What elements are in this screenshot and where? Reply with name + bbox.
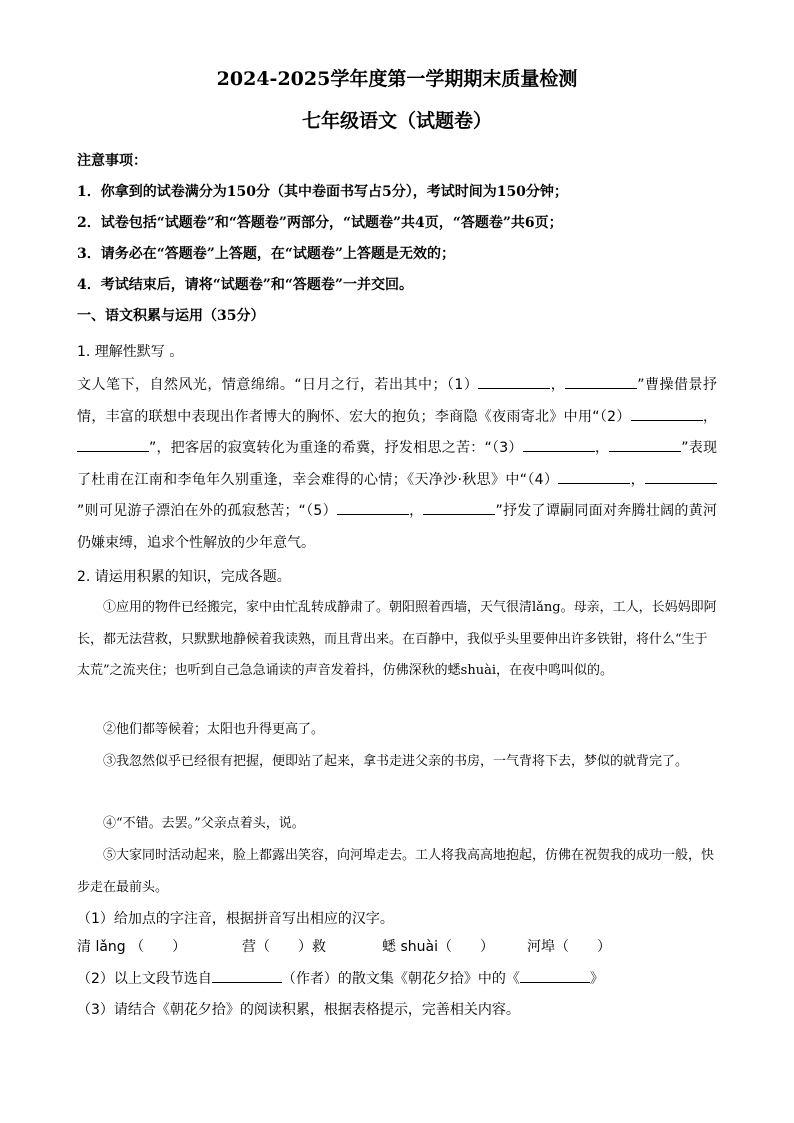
pinyin-item-2: 营（ ）救 <box>242 939 326 955</box>
note-item-1: 1．你拿到的试卷满分为150分（其中卷面书写占5分），考试时间为150分钟； <box>77 184 568 200</box>
pinyin-row <box>77 936 611 956</box>
note-item-4: 4．考试结束后，请将“试题卷”和“答题卷”一并交回。 <box>77 277 413 293</box>
note-item-3: 3．请务必在“答题卷”上答题，在“试题卷”上答题是无效的； <box>77 246 455 262</box>
sub-question-1: （1）给加点的字注音，根据拼音写出相应的汉字。 <box>77 911 394 927</box>
sub-question-3: （3）请结合《朝花夕拾》的阅读积累，根据表格提示，完善相关内容。 <box>77 1002 520 1018</box>
pinyin-item-3: 蟋 shuài（ ） <box>382 939 494 955</box>
blank-2b[interactable] <box>77 437 149 452</box>
exam-title: 2024-2025学年度第一学期期末质量检测 <box>216 68 578 90</box>
blank-3a[interactable] <box>523 437 595 452</box>
question-1-body: 文人笔下，自然风光，情意绵绵。“日月之行，若出其中；（1） ， ”曹操借景抒情，丰富的联想中表现出作者博大的胸怀、宏大的抱负；李商隐《夜雨寄北》中用“（2） ，”，把客居的寂寞转化为重逢的希冀，抒发相思之苦：“（3） ， ”表现了杜甫在江南和李龟年久别重逢，幸会难得的心情；《天净沙·秋思》中“（4） ，”则可见游子漂泊在外的孤寂愁苦；“（5） ， ”抒发了谭嗣同面对奔腾壮阔的黄河仍嫌束缚，追求个性解放的少年意气。 <box>77 370 717 559</box>
passage-5: ⑤大家同时活动起来，脸上都露出笑容，向河埠走去。工人将我高高地抱起，仿佛在祝贺我的成功一般，快步走在最前头。 <box>77 848 715 895</box>
passage-2: ②他们都等候着；太阳也升得更高了。 <box>103 722 325 737</box>
question-1-label: 1. 理解性默写 。 <box>77 344 184 360</box>
blank-3b[interactable] <box>609 437 681 452</box>
passage-1: ①应用的物件已经搬完，家中由忙乱转成静肃了。朝阳照着西墙，天气很清lǎng。母亲，工人，长妈妈即阿长，都无法营救，只默默地静候着我读熟，而且背出来。在百静中，我似乎头里要伸出许多铁钳，将什么“生于太荒”之流夹住；也听到自己急急诵读的声音发着抖，仿佛深秋的蟋shuài，在夜中鸣叫似的。 <box>77 600 717 678</box>
pinyin-item-1: 清 lǎng （ ） <box>77 939 187 955</box>
blank-essay[interactable] <box>520 968 590 983</box>
blank-4b[interactable] <box>645 469 717 484</box>
blank-1a[interactable] <box>478 374 550 389</box>
note-item-2: 2．试卷包括“试题卷”和“答题卷”两部分，“试题卷”共4页，“答题卷”共6页； <box>77 215 563 231</box>
blank-5b[interactable] <box>423 500 495 515</box>
pinyin-item-4: 河埠（ ） <box>527 939 611 955</box>
question-2-label: 2. 请运用积累的知识，完成各题。 <box>77 569 291 585</box>
blank-4a[interactable] <box>558 469 630 484</box>
sub-question-2: （2）以上文段节选自 （作者）的散文集《朝花夕拾》中的《 》 <box>77 968 717 988</box>
passage-4: ④“不错。去罢。”父亲点着头，说。 <box>103 816 305 831</box>
notes-heading: 注意事项： <box>77 153 147 169</box>
blank-1b[interactable] <box>565 374 637 389</box>
passage-3: ③我忽然似乎已经很有把握，便即站了起来，拿书走进父亲的书房，一气背将下去，梦似的就背完了。 <box>103 754 689 769</box>
blank-author[interactable] <box>212 968 282 983</box>
exam-subtitle: 七年级语文（试题卷） <box>301 110 492 132</box>
section-heading: 一、语文积累与运用（35分） <box>77 308 265 324</box>
blank-2a[interactable] <box>631 406 703 421</box>
blank-5a[interactable] <box>337 500 409 515</box>
